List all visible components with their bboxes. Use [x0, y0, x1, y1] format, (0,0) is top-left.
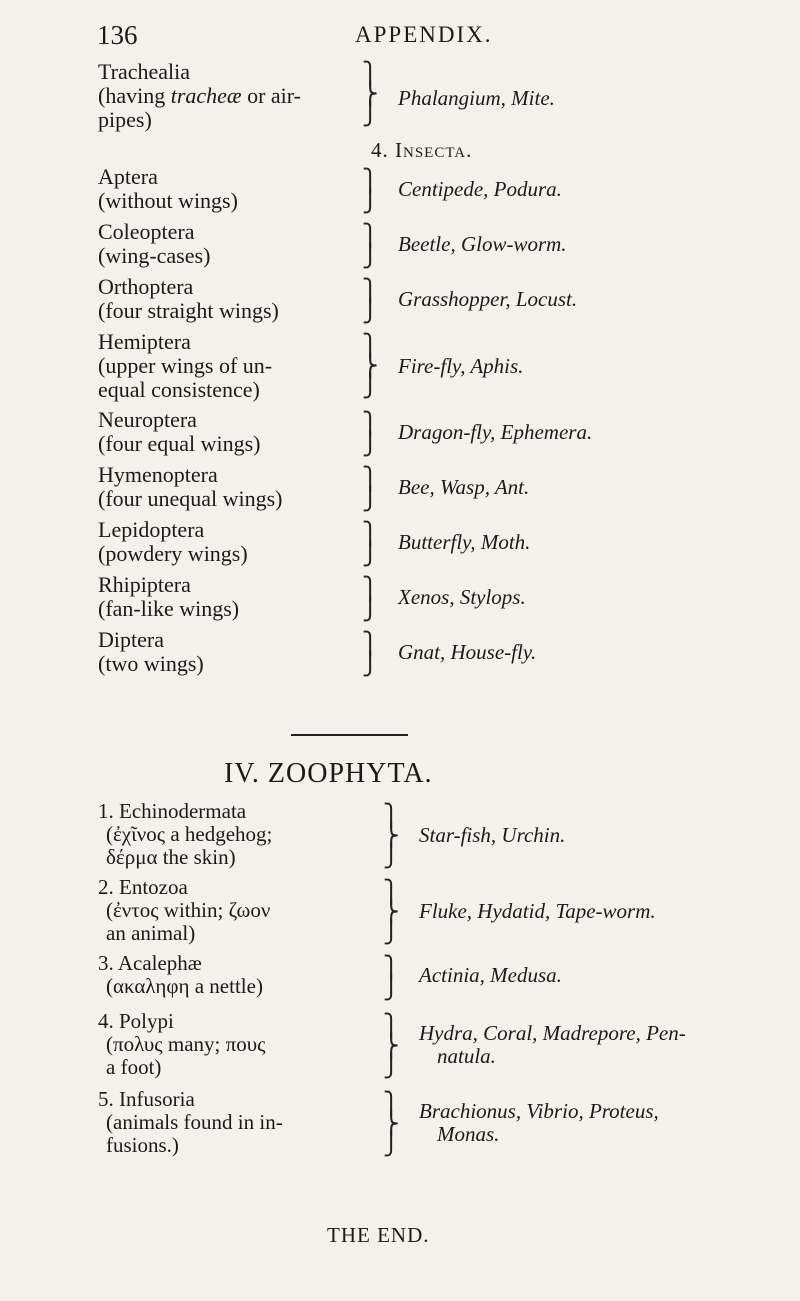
zoophyta-heading: IV. ZOOPHYTA. — [224, 758, 433, 789]
order-examples: Beetle, Glow-worm. — [398, 232, 567, 256]
section-divider — [291, 734, 408, 736]
order-examples: Fire-fly, Aphis. — [398, 354, 524, 378]
insecta-number: 4. — [371, 138, 389, 162]
italic-term: tracheæ — [170, 83, 242, 108]
group-examples-line: natula. — [437, 1044, 496, 1068]
group-etymology: δέρμα the skin) — [106, 845, 236, 869]
order-desc: (wing-cases) — [98, 243, 211, 268]
order-examples: Grasshopper, Locust. — [398, 287, 578, 311]
group-name: 4. Polypi — [98, 1009, 174, 1033]
group-etymology: (ἐχῖνος a hedgehog; — [106, 822, 273, 846]
order-name: Lepidoptera — [98, 517, 205, 542]
group-name: 3. Acalephæ — [98, 951, 202, 975]
order-name: Hymenoptera — [98, 462, 218, 487]
order-desc: (four straight wings) — [98, 298, 279, 323]
order-desc: equal consistence) — [98, 377, 260, 402]
group-examples: Fluke, Hydatid, Tape-worm. — [419, 899, 656, 923]
brace-icon: ⎫ ⎬ ⎭ — [362, 333, 379, 398]
brace-icon: ⎫ ⎬ ⎭ — [383, 1013, 400, 1078]
group-etymology: a foot) — [106, 1055, 162, 1079]
order-examples: Gnat, House-fly. — [398, 640, 537, 664]
group-examples — [419, 1100, 749, 1146]
trachealia-description — [98, 60, 358, 132]
group-examples: Actinia, Medusa. — [419, 963, 562, 987]
brace-icon: ⎫ ⎭ — [362, 466, 379, 511]
brace-icon: ⎫ ⎭ — [362, 168, 379, 213]
brace-icon: ⎫ ⎬ ⎭ — [383, 879, 400, 944]
order-desc: (upper wings of un- — [98, 353, 273, 378]
order-desc: (powdery wings) — [98, 541, 248, 566]
order-name: Diptera — [98, 627, 164, 652]
group-etymology: (πολυς many; πους — [106, 1032, 266, 1056]
brace-icon: ⎫ ⎭ — [362, 223, 379, 268]
group-etymology: (ἐντος within; ζωον — [106, 898, 271, 922]
brace-icon: ⎫ ⎭ — [383, 955, 400, 1000]
order-name: Rhipiptera — [98, 572, 191, 597]
group-etymology: fusions.) — [106, 1133, 179, 1157]
insecta-heading — [371, 138, 472, 163]
brace-icon: ⎫ ⎭ — [362, 521, 379, 566]
group-etymology: (ακαληφη a nettle) — [106, 974, 263, 998]
order-name: Orthoptera — [98, 274, 194, 299]
trachealia-desc-line: (having tracheæ or air- — [98, 83, 302, 108]
brace-icon: ⎫ ⎬ ⎭ — [362, 61, 379, 126]
trachealia-name: Trachealia — [98, 59, 191, 84]
group-name: 5. Infusoria — [98, 1087, 195, 1111]
order-name: Aptera — [98, 164, 158, 189]
group-name: 1. Echinodermata — [98, 799, 247, 823]
group-examples — [419, 1022, 749, 1068]
group-etymology: an animal) — [106, 921, 196, 945]
order-examples: Butterfly, Moth. — [398, 530, 531, 554]
order-examples: Dragon-fly, Ephemera. — [398, 420, 593, 444]
insecta-title: Insecta. — [395, 138, 473, 162]
order-desc: (two wings) — [98, 651, 204, 676]
group-examples: Star-fish, Urchin. — [419, 823, 566, 847]
group-examples-line: Brachionus, Vibrio, Proteus, — [419, 1099, 659, 1123]
running-head: APPENDIX. — [355, 22, 493, 47]
order-name: Neuroptera — [98, 407, 197, 432]
group-examples-line: Monas. — [437, 1122, 500, 1146]
order-desc: (four unequal wings) — [98, 486, 283, 511]
order-name: Coleoptera — [98, 219, 195, 244]
the-end: THE END. — [327, 1223, 430, 1247]
brace-icon: ⎫ ⎬ ⎭ — [383, 1091, 400, 1156]
group-name: 2. Entozoa — [98, 875, 188, 899]
brace-icon: ⎫ ⎭ — [362, 631, 379, 676]
order-examples: Bee, Wasp, Ant. — [398, 475, 530, 499]
trachealia-desc-line: pipes) — [98, 107, 152, 132]
group-examples-line: Hydra, Coral, Madrepore, Pen- — [419, 1021, 686, 1045]
brace-icon: ⎫ ⎭ — [362, 278, 379, 323]
group-etymology: (animals found in in- — [106, 1110, 283, 1134]
brace-icon: ⎫ ⎬ ⎭ — [383, 803, 400, 868]
order-examples: Centipede, Podura. — [398, 177, 562, 201]
order-examples: Xenos, Stylops. — [398, 585, 526, 609]
brace-icon: ⎫ ⎭ — [362, 576, 379, 621]
order-name: Hemiptera — [98, 329, 191, 354]
page-number: 136 — [97, 20, 138, 50]
order-desc: (without wings) — [98, 188, 238, 213]
order-desc: (fan-like wings) — [98, 596, 240, 621]
brace-icon: ⎫ ⎭ — [362, 411, 379, 456]
order-desc: (four equal wings) — [98, 431, 261, 456]
trachealia-examples: Phalangium, Mite. — [398, 86, 555, 110]
